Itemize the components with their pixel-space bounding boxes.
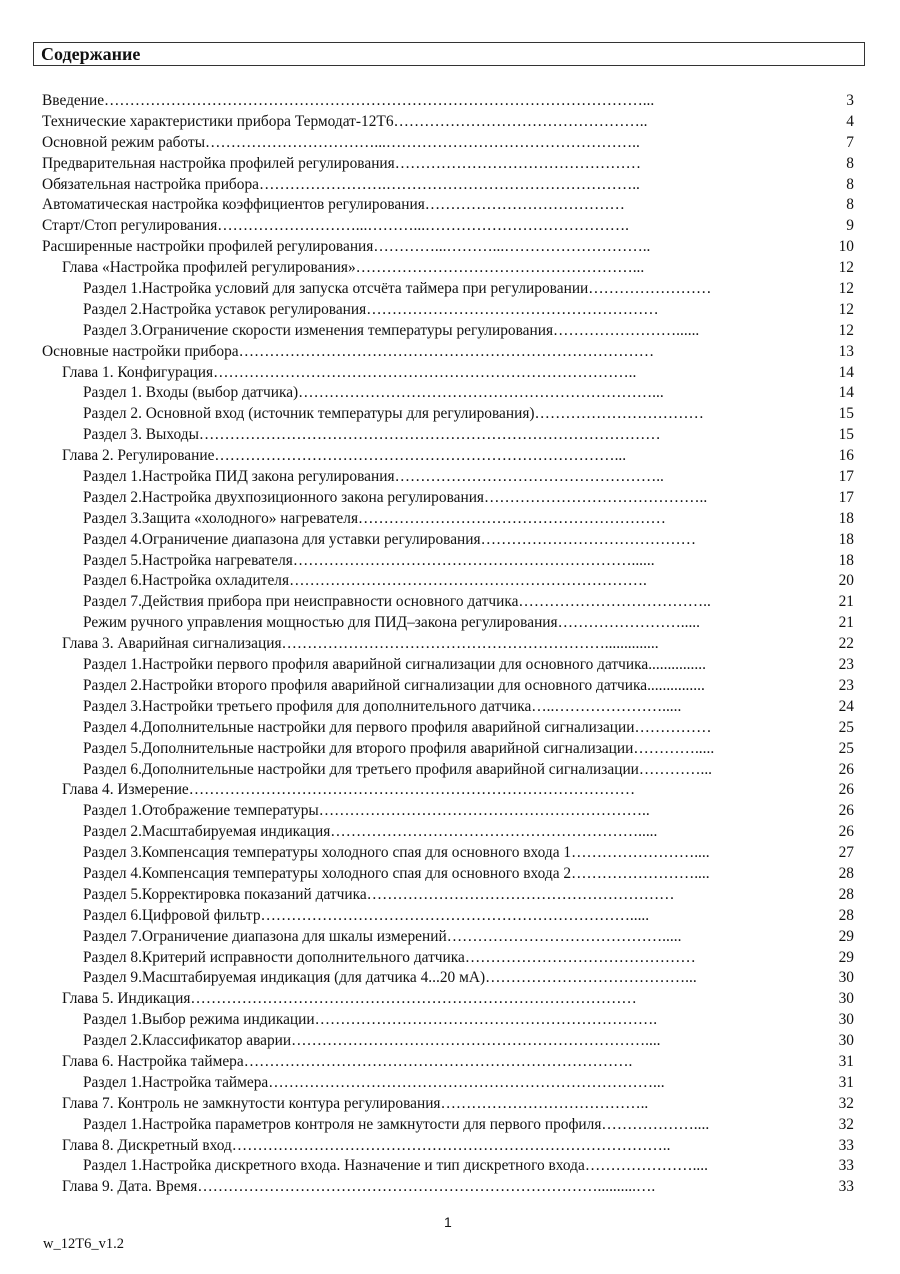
toc-entry[interactable] (42, 530, 854, 551)
toc-entry-title: Введение……………………………………………………………………………………………... (42, 92, 655, 109)
toc-entry[interactable] (42, 676, 854, 697)
toc-entry-page: 26 (838, 760, 854, 778)
toc-entry-page: 22 (838, 635, 854, 653)
toc-entry-page: 12 (838, 300, 854, 318)
toc-entry[interactable] (42, 279, 854, 300)
toc-entry[interactable] (42, 1115, 854, 1136)
toc-entry-title: Автоматическая настройка коэффициентов регулирования………………………………… (42, 196, 625, 214)
toc-entry-title: Раздел 3.Компенсация температуры холодного спая для основного входа 1…………………….... (83, 844, 710, 862)
toc-entry-page: 15 (838, 405, 854, 423)
toc-entry-page: 33 (838, 1157, 854, 1175)
toc-entry[interactable] (42, 1156, 854, 1177)
toc-entry[interactable] (42, 801, 854, 822)
toc-entry-title: Раздел 7.Ограничение диапазона для шкалы измерений……………………………………..... (83, 927, 682, 945)
toc-entry[interactable] (42, 154, 854, 175)
toc-entry-page: 30 (838, 969, 854, 987)
toc-entry[interactable] (42, 718, 854, 739)
toc-entry-page: 8 (846, 196, 854, 214)
toc-entry[interactable] (42, 592, 854, 613)
toc-entry-title: Раздел 1.Настройка дискретного входа. Назначение и тип дискретного входа………………….... (83, 1157, 708, 1175)
toc-entry-title: Раздел 4.Компенсация температуры холодного спая для основного входа 2…………………….... (83, 864, 710, 882)
toc-entry-page: 10 (838, 238, 854, 256)
toc-entry[interactable] (42, 655, 854, 676)
toc-entry-page: 32 (838, 1115, 854, 1133)
toc-entry[interactable] (42, 927, 854, 948)
toc-entry-page: 17 (838, 488, 854, 506)
toc-entry-page: 28 (838, 906, 854, 924)
toc-entry-page: 13 (838, 342, 854, 360)
toc-entry[interactable] (42, 780, 854, 801)
toc-entry-title: Глава 2. Регулирование……………………………………………………………………... (62, 447, 627, 465)
toc-entry-page: 7 (846, 133, 854, 151)
toc-entry-title: Раздел 2.Настройка уставок регулирования………………………………………………… (83, 300, 659, 318)
toc-entry-title: Раздел 3.Настройки третьего профиля для дополнительного датчика…..…………………..... (83, 697, 682, 715)
toc-entry-page: 15 (838, 426, 854, 444)
toc-entry-page: 21 (838, 593, 854, 611)
toc-entry-page: 14 (838, 363, 854, 381)
toc-entry[interactable] (42, 258, 854, 279)
toc-entry-title: Раздел 2.Настройки второго профиля аварийной сигнализации для основного датчика............... (83, 676, 705, 694)
toc-entry-page: 26 (838, 781, 854, 799)
toc-entry-page: 14 (838, 384, 854, 402)
toc-entry[interactable] (42, 864, 854, 885)
toc-entry-title: Раздел 4.Дополнительные настройки для первого профиля аварийной сигнализации…………… (83, 718, 712, 736)
toc-entry-page: 33 (838, 1178, 854, 1196)
toc-title: Содержание (41, 44, 141, 64)
toc-entry[interactable] (42, 1177, 854, 1198)
toc-entry[interactable] (42, 237, 854, 258)
toc-entry[interactable] (42, 321, 854, 342)
toc-entry[interactable] (42, 488, 854, 509)
toc-entry-page: 28 (838, 864, 854, 882)
table-of-contents (42, 91, 854, 1198)
toc-entry[interactable] (42, 551, 854, 572)
toc-entry-page: 23 (838, 676, 854, 694)
toc-entry[interactable] (42, 885, 854, 906)
toc-entry-title: Раздел 1. Входы (выбор датчика)……………………………………………………………... (83, 384, 664, 402)
toc-entry-title: Раздел 5.Корректировка показаний датчика…………………………………………………… (83, 885, 675, 903)
toc-title-box (33, 42, 865, 66)
toc-entry-page: 12 (838, 280, 854, 298)
toc-entry-page: 18 (838, 509, 854, 527)
toc-entry-title: Глава 7. Контроль не замкнутости контура регулирования………………………………….. (62, 1094, 649, 1112)
toc-entry-title: Раздел 3.Ограничение скорости изменения температуры регулирования……………………...... (83, 321, 700, 339)
toc-entry-title: Раздел 1.Настройки первого профиля аварийной сигнализации для основного датчика............... (83, 656, 706, 674)
toc-entry-page: 32 (838, 1094, 854, 1112)
toc-entry[interactable] (42, 133, 854, 154)
toc-entry-title: Режим ручного управления мощностью для ПИД–закона регулирования……………………..... (83, 614, 700, 632)
document-code: w_12T6_v1.2 (43, 1236, 124, 1252)
toc-entry-title: Раздел 8.Критерий исправности дополнительного датчика……………………………………… (83, 948, 696, 966)
toc-entry-title: Раздел 3.Защита «холодного» нагревателя…………………………………………………… (83, 509, 666, 527)
toc-entry-title: Технические характеристики прибора Термодат-12Т6………………………………………….. (42, 112, 648, 130)
toc-entry[interactable] (42, 613, 854, 634)
toc-entry[interactable] (42, 446, 854, 467)
toc-entry-page: 9 (846, 217, 854, 235)
toc-entry[interactable] (42, 906, 854, 927)
toc-entry-page: 23 (838, 656, 854, 674)
toc-entry[interactable] (42, 112, 854, 133)
toc-entry[interactable] (42, 195, 854, 216)
toc-entry-title: Глава «Настройка профилей регулирования»………………………………………………... (62, 259, 645, 277)
toc-entry-page: 21 (838, 614, 854, 632)
toc-entry-page: 25 (838, 739, 854, 757)
toc-entry[interactable] (42, 1094, 854, 1115)
toc-entry-title: Глава 8. Дискретный вход………………………………………………………………………….. (62, 1136, 671, 1154)
toc-entry-title: Раздел 6.Цифровой фильтр………………………………………………………………..... (83, 906, 650, 924)
toc-entry[interactable] (42, 843, 854, 864)
toc-entry[interactable] (42, 739, 854, 760)
toc-entry-title: Раздел 2.Классификатор аварии…………………………………………………………….... (83, 1032, 661, 1050)
toc-entry[interactable] (42, 1136, 854, 1157)
toc-entry-page: 3 (846, 92, 854, 109)
toc-entry-title: Раздел 2.Масштабируемая индикация……………………………………………………..... (83, 823, 658, 841)
toc-entry-page: 29 (838, 927, 854, 945)
toc-entry[interactable] (42, 634, 854, 655)
toc-entry-title: Глава 4. Измерение…………………………………………………………………………… (62, 781, 636, 799)
toc-entry-page: 33 (838, 1136, 854, 1154)
toc-entry[interactable] (42, 948, 854, 969)
toc-entry[interactable] (42, 425, 854, 446)
toc-entry-title: Старт/Стоп регулирования………………………...………...…………………………………. (42, 217, 629, 235)
toc-entry[interactable] (42, 300, 854, 321)
toc-entry-title: Глава 6. Настройка таймера…………………………………………………………………. (62, 1052, 633, 1070)
toc-entry[interactable] (42, 91, 854, 112)
toc-entry[interactable] (42, 697, 854, 718)
toc-entry[interactable] (42, 216, 854, 237)
toc-entry-title: Раздел 5.Дополнительные настройки для второго профиля аварийной сигнализации…………..... (83, 739, 715, 757)
toc-entry-title: Глава 3. Аварийная сигнализация……………………………………………………….............. (62, 635, 659, 653)
toc-entry-page: 25 (838, 718, 854, 736)
toc-entry[interactable] (42, 989, 854, 1010)
toc-entry-page: 30 (838, 1011, 854, 1029)
toc-entry[interactable] (42, 968, 854, 989)
page-number: 1 (444, 1214, 452, 1230)
toc-entry-title: Раздел 2. Основной вход (источник температуры для регулирования)…………………………… (83, 405, 704, 423)
toc-entry-title: Раздел 1.Настройка таймера…………………………………………………………………... (83, 1073, 665, 1091)
toc-entry[interactable] (42, 467, 854, 488)
toc-entry[interactable] (42, 1010, 854, 1031)
toc-entry-page: 18 (838, 530, 854, 548)
toc-entry-page: 30 (838, 990, 854, 1008)
toc-entry-title: Основные настройки прибора……………………………………………………………………… (42, 342, 655, 360)
toc-entry[interactable] (42, 175, 854, 196)
toc-entry-title: Глава 1. Конфигурация……………………………………………………………………….. (62, 363, 637, 381)
toc-entry-title: Раздел 1.Настройка параметров контроля не замкнутости для первого профиля……………….... (83, 1115, 710, 1133)
toc-entry-title: Раздел 1.Настройка ПИД закона регулирования…………………………………………….. (83, 468, 664, 486)
toc-entry-page: 26 (838, 802, 854, 820)
toc-entry-title: Раздел 4.Ограничение диапазона для уставки регулирования…………………………………… (83, 530, 697, 548)
toc-entry-title: Глава 5. Индикация…………………………………………………………………………… (62, 990, 637, 1008)
toc-entry-title: Основной режим работы……………………………...………………………………………….. (42, 133, 640, 151)
toc-entry-page: 31 (838, 1052, 854, 1070)
toc-entry-title: Раздел 7.Действия прибора при неисправности основного датчика……………………………….. (83, 593, 711, 611)
toc-entry-title: Обязательная настройка прибора…………………….………………………………………….. (42, 175, 640, 193)
toc-entry-page: 27 (838, 844, 854, 862)
toc-entry-page: 31 (838, 1073, 854, 1091)
toc-entry-title: Расширенные настройки профилей регулирования…………...………...……………………….. (42, 238, 651, 256)
toc-entry-page: 20 (838, 572, 854, 590)
toc-entry[interactable] (42, 342, 854, 363)
toc-entry-page: 29 (838, 948, 854, 966)
toc-entry-title: Раздел 1.Отображение температуры……………………………………………………….. (83, 802, 650, 820)
toc-entry-page: 17 (838, 468, 854, 486)
toc-entry-title: Глава 9. Дата. Время……………………………………………………………………..........…. (62, 1178, 656, 1196)
toc-entry-title: Раздел 3. Выходы……………………………………………………………………………… (83, 426, 661, 444)
toc-entry-title: Раздел 2.Настройка двухпозиционного закона регулирования…………………………………….. (83, 488, 708, 506)
toc-entry-page: 28 (838, 885, 854, 903)
toc-entry[interactable] (42, 1052, 854, 1073)
toc-entry[interactable] (42, 383, 854, 404)
toc-entry-title: Раздел 1.Настройка условий для запуска отсчёта таймера при регулировании…………………… (83, 280, 712, 298)
toc-entry-page: 12 (838, 259, 854, 277)
toc-entry-title: Раздел 6.Дополнительные настройки для третьего профиля аварийной сигнализации…………... (83, 760, 713, 778)
toc-entry[interactable] (42, 1073, 854, 1094)
toc-entry-page: 8 (846, 175, 854, 193)
toc-entry[interactable] (42, 822, 854, 843)
toc-entry-page: 30 (838, 1032, 854, 1050)
toc-entry-page: 4 (846, 112, 854, 130)
toc-entry-title: Раздел 6.Настройка охладителя……………………………………………………………. (83, 572, 647, 590)
toc-entry-page: 12 (838, 321, 854, 339)
toc-entry-title: Раздел 5.Настройка нагревателя…………………………………………………………...... (83, 551, 655, 569)
toc-entry[interactable] (42, 404, 854, 425)
toc-entry-page: 16 (838, 447, 854, 465)
toc-entry[interactable] (42, 1031, 854, 1052)
toc-entry-page: 8 (846, 154, 854, 172)
toc-entry[interactable] (42, 571, 854, 592)
toc-entry-title: Раздел 9.Масштабируемая индикация (для датчика 4...20 мА)…………………………………... (83, 969, 697, 987)
toc-entry[interactable] (42, 363, 854, 384)
toc-entry[interactable] (42, 509, 854, 530)
toc-entry-title: Предварительная настройка профилей регулирования………………………………………… (42, 154, 642, 172)
toc-entry-page: 24 (838, 697, 854, 715)
toc-entry[interactable] (42, 760, 854, 781)
toc-entry-title: Раздел 1.Выбор режима индикации…………………………………………………………. (83, 1011, 658, 1029)
toc-entry-page: 18 (838, 551, 854, 569)
toc-entry-page: 26 (838, 823, 854, 841)
